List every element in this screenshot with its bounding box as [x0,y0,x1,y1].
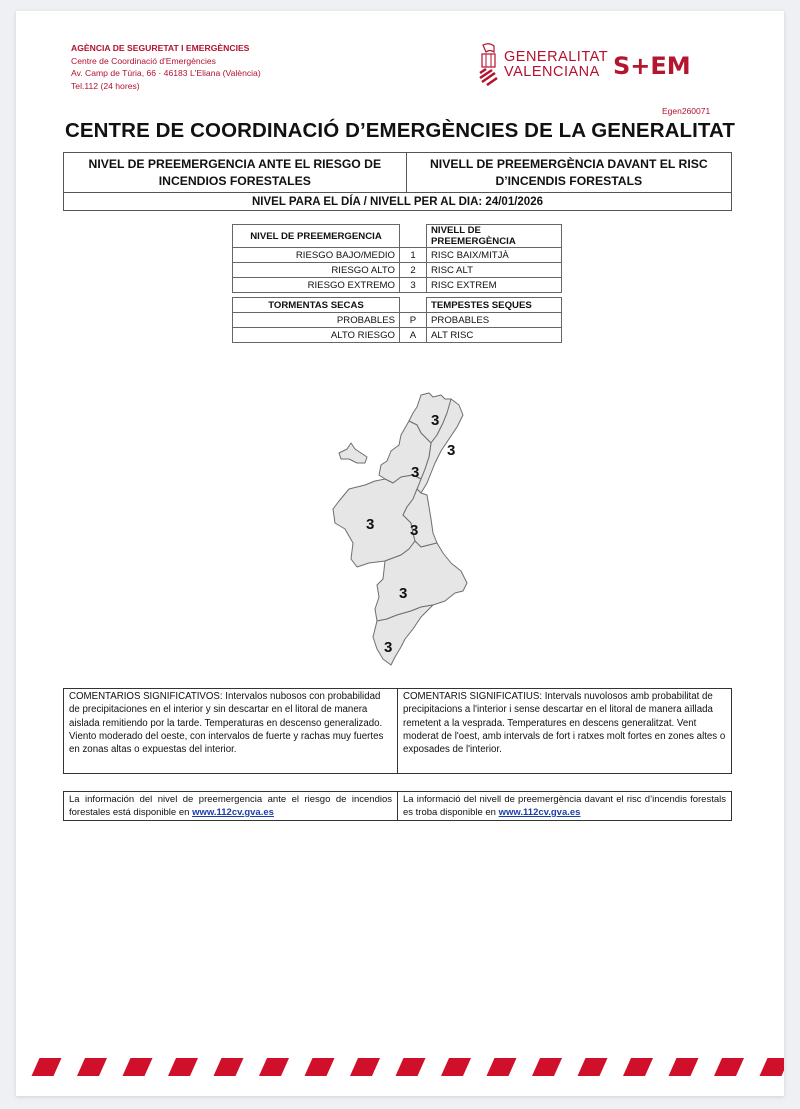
map-zone-enclave [339,443,367,463]
agency-name: AGÈNCIA DE SEGURETAT I EMERGÈNCIES [71,43,250,53]
document-page [16,11,784,1096]
logo-line-1: GENERALITAT [504,49,609,65]
sem-logo: S+EM [613,52,691,80]
footer-stripe [760,1058,785,1076]
footer-stripe-band [16,1058,784,1076]
day-label: NIVEL PARA EL DÍA / NIVELL PER AL DIA: 24/01/2026 [64,193,732,211]
footer-stripe [487,1058,517,1076]
heading-es-line-1: NIVEL DE PREEMERGENCIA ANTE EL RIESGO DE [88,156,382,171]
footer-stripe [441,1058,471,1076]
info-es-text: La información del nivel de preemergencia ante el riesgo de incendios forestales está disponible en [69,794,392,818]
footer-stripe [214,1058,244,1076]
legend-row [233,248,562,263]
coat-of-arms-icon [478,43,500,87]
heading-table [63,152,732,211]
legend-code: 2 [400,263,427,278]
agency-address: Av. Camp de Túria, 66 · 46183 L'Eliana (València) [71,68,261,79]
legend-va: RISC BAIX/MITJÀ [427,248,562,263]
footer-stripe [123,1058,153,1076]
legend-row [233,263,562,278]
heading-es [64,153,407,193]
info-va-text: La informació del nivell de preemergència davant el risc d’incendis forestals es troba disponible en [403,794,726,818]
zone-level-label: 3 [384,639,393,656]
storms-header-es: TORMENTAS SECAS [233,298,400,313]
agency-phone: Tel.112 (24 hores) [71,80,140,91]
legend-code: P [400,313,427,328]
footer-stripe [714,1058,744,1076]
agency-address-block [71,42,261,92]
legend-va: RISC EXTREM [427,278,562,293]
logo-line-2: VALENCIANA [504,64,600,80]
footer-stripe [350,1058,380,1076]
info-es [64,792,398,821]
legend-es: PROBABLES [233,313,400,328]
comments-es: COMENTARIOS SIGNIFICATIVOS: Intervalos nubosos con probabilidad de precipitaciones en el interior y sin descartar en el litoral de manera aislada remitiendo por la tarde. Temperaturas en descenso generalizado. Viento moderado del oeste, con intervalos de fuerte y rachas muy fuertes en zonas altas o expuestas del interior. [64,689,398,774]
storms-header-va: TEMPESTES SEQUES [427,298,562,313]
zone-level-label: 3 [399,585,408,602]
heading-es-line-2: INCENDIOS FORESTALES [158,173,311,188]
levels-header-va: NIVELL DE PREEMERGÈNCIA [427,225,562,248]
legend-va: RISC ALT [427,263,562,278]
footer-stripe [396,1058,426,1076]
levels-header-es: NIVEL DE PREEMERGENCIA [233,225,400,248]
zone-level-label: 3 [447,442,456,459]
footer-stripe [168,1058,198,1076]
region-map [321,383,481,673]
legend-es: ALTO RIESGO [233,328,400,343]
zone-level-label: 3 [431,412,440,429]
heading-va [406,153,731,193]
legend-code: 1 [400,248,427,263]
heading-va-line-1: NIVELL DE PREEMERGÈNCIA DAVANT EL RISC [430,156,708,171]
generalitat-valenciana-logo [478,43,608,87]
info-va [398,792,732,821]
legend-code: A [400,328,427,343]
footer-stripe [32,1058,62,1076]
legend-row [233,278,562,293]
footer-stripe [259,1058,289,1076]
info-table [63,791,732,821]
agency-center: Centre de Coordinació d'Emergències [71,55,216,66]
legend-es: RIESGO BAJO/MEDIO [233,248,400,263]
comments-va: COMENTARIS SIGNIFICATIUS: Intervals nuvolosos amb probabilitat de precipitacions a l'interior i sense descartar en el litoral de manera aïllada remetent a la vesprada. Temperatures en descens generalitzat. Vent moderat de l'oest, amb intervals de fort i ratxes molt fortes en zones altes o exposades de l'interior. [398,689,732,774]
footer-stripe [532,1058,562,1076]
footer-stripe [578,1058,608,1076]
heading-va-line-2: D’INCENDIS FORESTALS [495,173,643,188]
legend-va: PROBABLES [427,313,562,328]
website-link-va[interactable]: www.112cv.gva.es [498,807,581,818]
levels-legend-table [232,224,562,293]
zone-level-label: 3 [366,516,375,533]
comments-table [63,688,732,774]
legend-row [233,313,562,328]
legend-va: ALT RISC [427,328,562,343]
footer-stripe [77,1058,107,1076]
zone-level-label: 3 [411,464,420,481]
legend-code: 3 [400,278,427,293]
footer-stripe [623,1058,653,1076]
legend-es: RIESGO ALTO [233,263,400,278]
website-link-es[interactable]: www.112cv.gva.es [192,807,274,818]
legend-row [233,328,562,343]
legend-es: RIESGO EXTREMO [233,278,400,293]
zone-level-label: 3 [410,522,419,539]
document-code: Egen260071 [662,106,711,116]
footer-stripe [669,1058,699,1076]
page-title: CENTRE DE COORDINACIÓ D’EMERGÈNCIES DE LA GENERALITAT [64,119,736,142]
footer-stripe [305,1058,335,1076]
storms-legend-table [232,297,562,343]
